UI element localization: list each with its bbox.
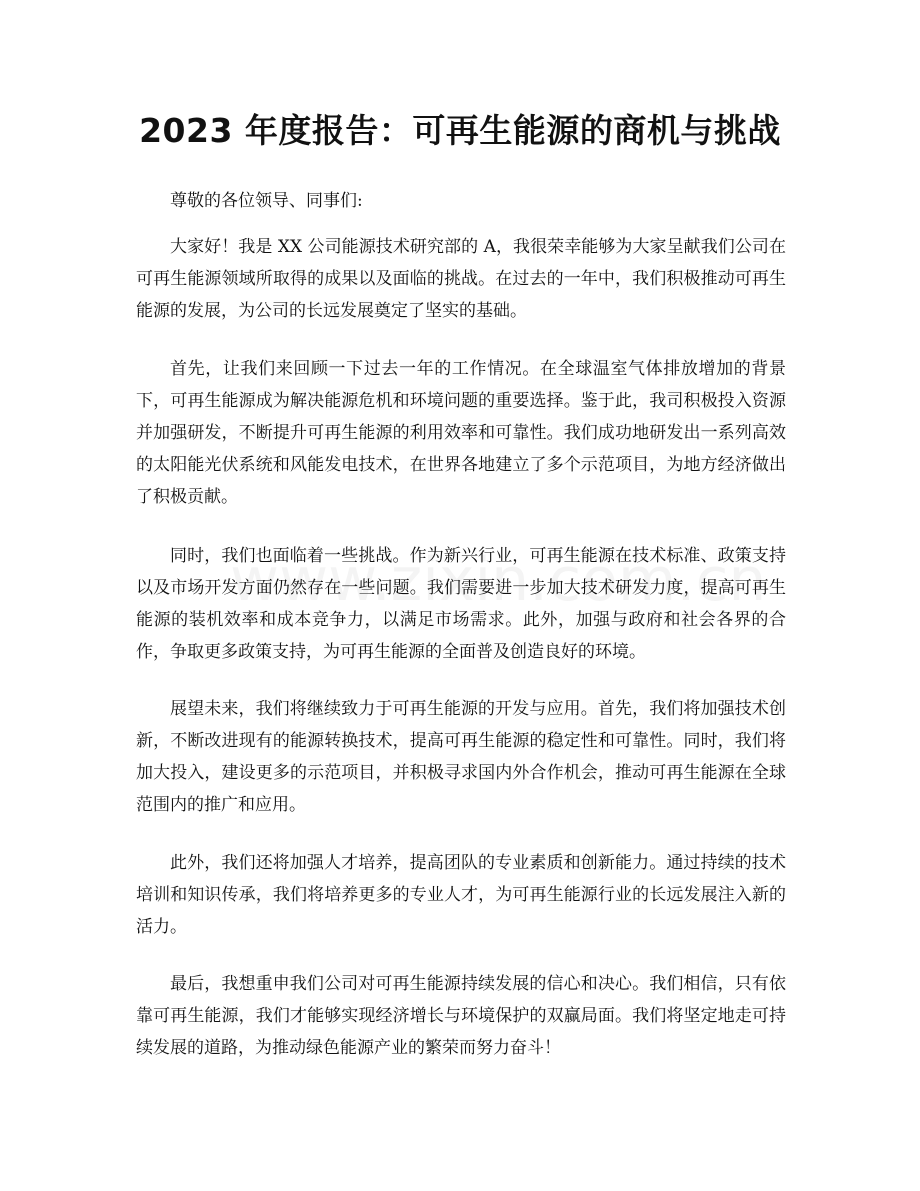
greeting-paragraph: 尊敬的各位领导、同事们: [170,191,363,211]
body-paragraph-6: 最后，我想重申我们公司对可再生能源持续发展的信心和决心。我们相信，只有依靠可再生能源，我们才能够实现经济增长与环境保护的双赢局面。我们将坚定地走可持续发展的道路，为推动绿色能源产业的繁荣而努力奋斗！ [136,974,786,1058]
body-paragraph-4: 展望未来，我们将继续致力于可再生能源的开发与应用。首先，我们将加强技术创新，不断改进现有的能源转换技术，提高可再生能源的稳定性和可靠性。同时，我们将加大投入，建设更多的示范项目，并积极寻求国内外合作机会，推动可再生能源在全球范围内的推广和应用。 [136,699,786,815]
body-paragraph-2: 首先，让我们来回顾一下过去一年的工作情况。在全球温室气体排放增加的背景下，可再生能源成为解决能源危机和环境问题的重要选择。鉴于此，我司积极投入资源并加强研发，不断提升可再生能源的利用效率和可靠性。我们成功地研发出一系列高效的太阳能光伏系统和风能发电技术，在世界各地建立了多个示范项目，为地方经济做出了积极贡献。 [136,359,786,507]
document-title: 2023 年度报告：可再生能源的商机与挑战 [139,111,781,150]
body-paragraph-5: 此外，我们还将加强人才培养，提高团队的专业素质和创新能力。通过持续的技术培训和知识传承，我们将培养更多的专业人才，为可再生能源行业的长远发展注入新的活力。 [136,853,786,937]
body-paragraph-1: 大家好！我是 XX 公司能源技术研究部的 A，我很荣幸能够为大家呈献我们公司在可再生能源领域所取得的成果以及面临的挑战。在过去的一年中，我们积极推动可再生能源的发展，为公司的长远发展奠定了坚实的基础。 [136,237,786,321]
body-paragraph-3: 同时，我们也面临着一些挑战。作为新兴行业，可再生能源在技术标准、政策支持以及市场开发方面仍然存在一些问题。我们需要进一步加大技术研发力度，提高可再生能源的装机效率和成本竞争力，以满足市场需求。此外，加强与政府和社会各界的合作，争取更多政策支持，为可再生能源的全面普及创造良好的环境。 [136,546,786,662]
